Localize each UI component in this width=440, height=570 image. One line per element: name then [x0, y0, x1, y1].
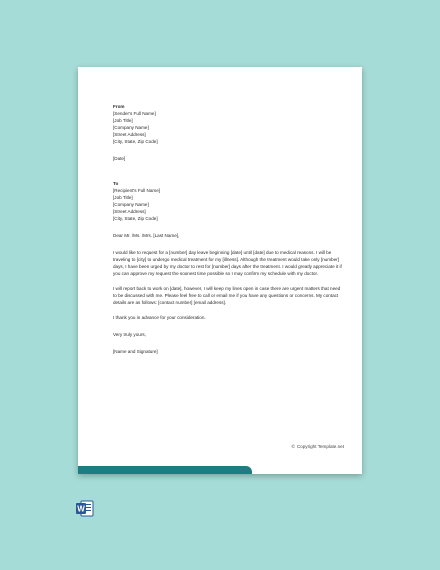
- from-line: [Sender's Full Name]: [113, 111, 156, 116]
- from-line: [Street Address]: [113, 132, 146, 137]
- letter-date: [Date]: [113, 156, 126, 161]
- from-line: [Job Title]: [113, 118, 133, 123]
- salutation: Dear Mr. /Ms. /Mrs. [Last Name],: [113, 233, 180, 238]
- from-label: From: [113, 104, 125, 109]
- footer-accent-bar: [78, 466, 252, 474]
- to-label: To: [113, 181, 119, 186]
- closing: Very truly yours,: [113, 332, 146, 337]
- letter-body: [113, 103, 345, 355]
- from-line: [City, State, Zip Code]: [113, 139, 158, 144]
- copyright-symbol: ©: [291, 444, 295, 449]
- copyright-notice: [291, 444, 344, 449]
- word-icon: [76, 500, 94, 517]
- to-line: [Company Name]: [113, 202, 149, 207]
- word-icon-letter: W: [77, 504, 85, 514]
- to-line: [City, State, Zip Code]: [113, 216, 158, 221]
- from-line: [Company Name]: [113, 125, 149, 130]
- body-paragraph: I thank you in advance for your consideration.: [113, 315, 206, 320]
- to-line: [Street Address]: [113, 209, 146, 214]
- letter-page: [78, 67, 362, 474]
- body-paragraph: I will report back to work on [date], however, I will keep my lines open in case there are urgent matters that need to be discussed with me. Please feel free to call or email me if you have any questions or concerns. My contact details are as follows: [contact number] [email address].: [113, 286, 341, 305]
- to-line: [Job Title]: [113, 195, 133, 200]
- body-paragraph: I would like to request for a [number] day leave beginning [date] until [date] due to medical reasons. I will be traveling to [city] to undergo medical treatment for my [illness]. Although the treatment would take only [number] days, I have been urged by my doctor to rest for [number] days after the treatment. I would greatly appreciate it if you can approve my request the soonest time possible so I may confirm my schedule with my doctor.: [113, 250, 342, 276]
- copyright-text: Copyright Template.net: [296, 444, 344, 449]
- to-line: [Recipient's Full Name]: [113, 188, 161, 193]
- signature: [Name and Signature]: [113, 349, 158, 354]
